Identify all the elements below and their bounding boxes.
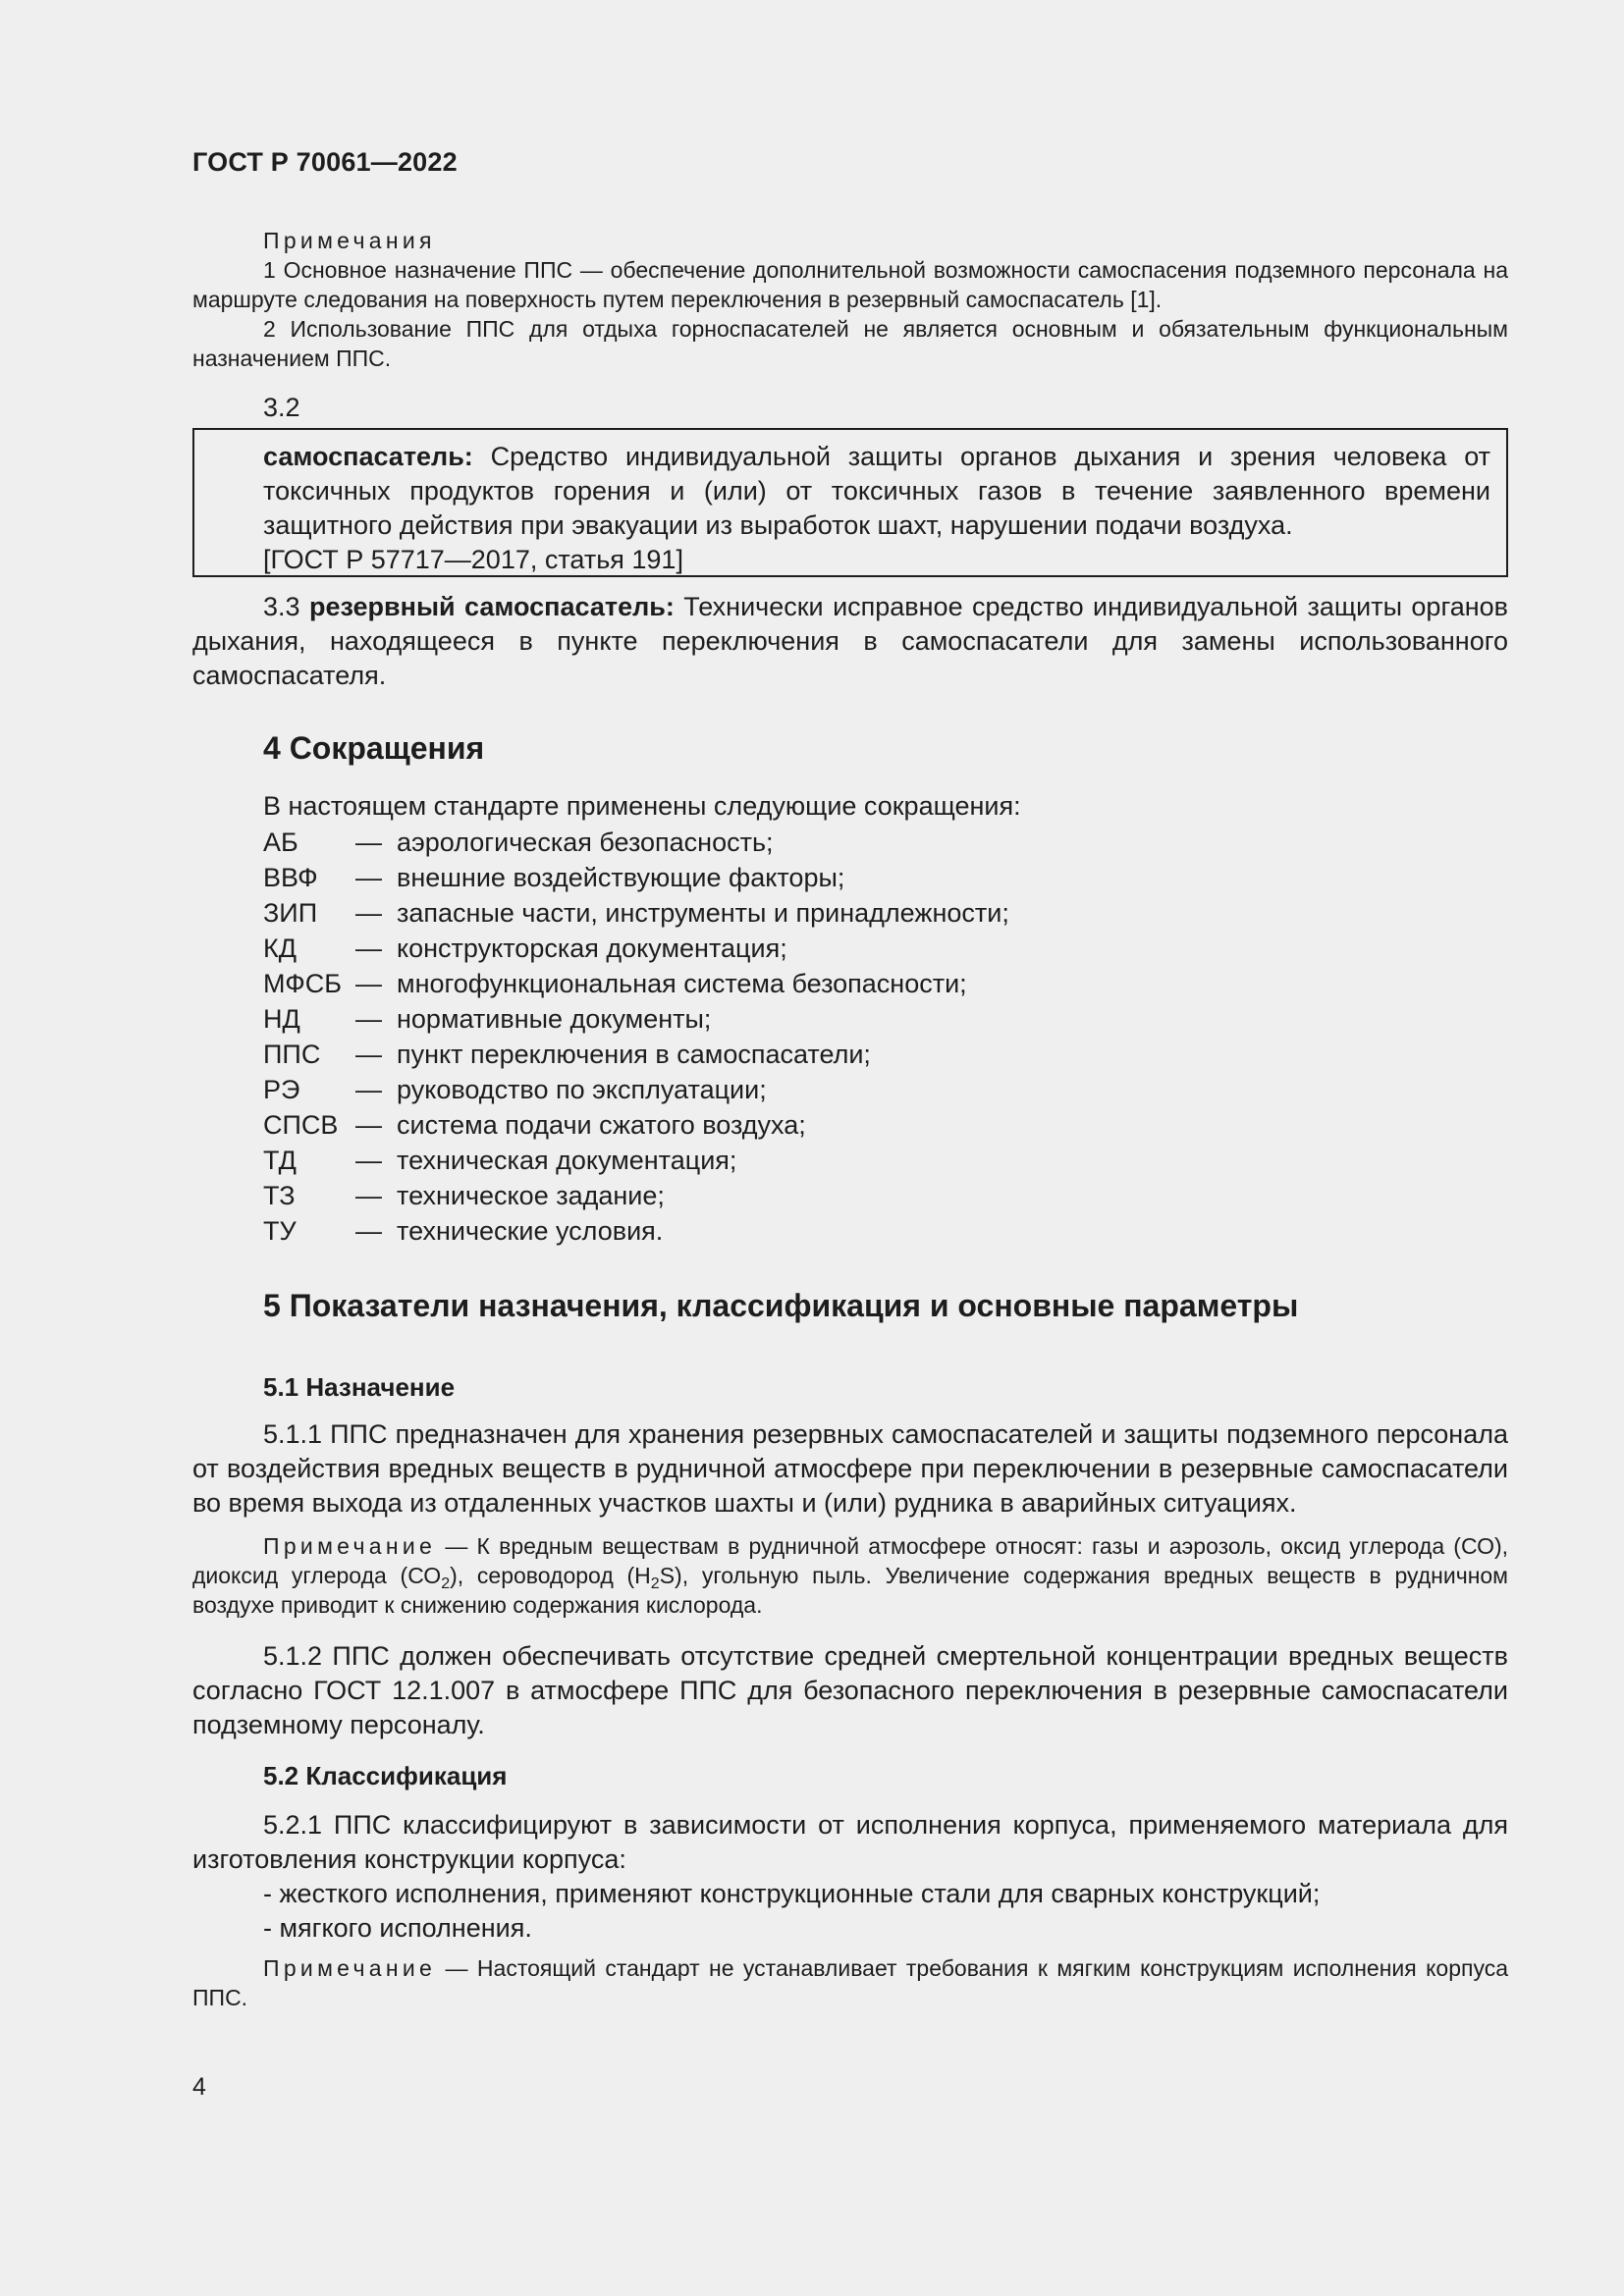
- definition-box: [192, 428, 1508, 577]
- abbr-code: СПСВ: [263, 1110, 339, 1140]
- list-item-rigid: - жесткого исполнения, применяют конструкционные стали для сварных конструкций;: [263, 1879, 1321, 1908]
- term-3-2-definition: Средство индивидуальной защиты органов дыхания и зрения человека от токсичных продуктов горения и (или) от токсичных газов в течение заявленного времени защитного действия при эвакуации из выработок шахт, нарушении подачи воздуха.: [263, 442, 1490, 540]
- note-label: Примечание: [263, 1955, 437, 1981]
- list-item: [263, 1072, 1009, 1107]
- abbr-dash: —: [355, 898, 382, 928]
- section-5-title: 5 Показатели назначения, классификация и основные параметры: [263, 1288, 1299, 1323]
- abbr-code: МФСБ: [263, 969, 342, 998]
- abbr-code: ЗИП: [263, 898, 318, 928]
- note-text-b: ), сероводород (Н: [450, 1563, 651, 1588]
- term-3-3-definition: Технически исправное средство индивидуальной защиты органов дыхания, находящееся в пункте переключения в самоспасатели для замены использованного самоспасателя.: [192, 592, 1508, 690]
- paragraph-5-1-2-text: 5.1.2 ППС должен обеспечивать отсутствие средней смертельной концентрации вредных веществ согласно ГОСТ 12.1.007 в атмосфере ППС для безопасного переключения в резервные самоспасатели подземному персоналу.: [192, 1641, 1508, 1739]
- abbr-code: ТЗ: [263, 1181, 296, 1210]
- notes-heading: Примечания: [263, 228, 436, 253]
- abbr-text: аэрологическая безопасность;: [397, 828, 774, 857]
- document-header: ГОСТ Р 70061—2022: [192, 147, 458, 177]
- abbr-dash: —: [355, 934, 382, 963]
- abbr-text: нормативные документы;: [397, 1004, 712, 1034]
- abbr-dash: —: [355, 1004, 382, 1034]
- list-item: [263, 825, 1009, 860]
- abbr-text: пункт переключения в самоспасатели;: [397, 1040, 871, 1069]
- term-3-2-term: самоспасатель:: [263, 442, 473, 471]
- note-1: 1 Основное назначение ППС — обеспечение дополнительной возможности самоспасения подземного персонала на маршруте следования на поверхность путем переключения в резервный самоспасатель [1].: [192, 257, 1508, 312]
- abbr-dash: —: [355, 1216, 382, 1246]
- note-5-1: [192, 1531, 1508, 1620]
- term-3-3-term: резервный самоспасатель:: [308, 592, 675, 621]
- paragraph-5-1-2: [192, 1639, 1508, 1742]
- section-4-title: 4 Сокращения: [263, 730, 485, 766]
- abbr-code: ТД: [263, 1146, 297, 1175]
- term-3-2-number: 3.2: [263, 393, 300, 422]
- abbr-text: техническая документация;: [397, 1146, 737, 1175]
- abbr-code: НД: [263, 1004, 300, 1034]
- abbr-text: система подачи сжатого воздуха;: [397, 1110, 806, 1140]
- abbr-text: технические условия.: [397, 1216, 664, 1246]
- abbr-text: руководство по эксплуатации;: [397, 1075, 767, 1104]
- abbr-text: многофункциональная система безопасности;: [397, 969, 967, 998]
- note-text-c: S), угольную пыль. Увеличение содержания вредных веществ в рудничном воздухе приводит к снижению содержания кислорода.: [192, 1563, 1508, 1618]
- term-3-3-number: 3.3: [263, 592, 309, 621]
- paragraph-5-2-1: [192, 1808, 1508, 1946]
- paragraph-5-2-1-text: 5.2.1 ППС классифицируют в зависимости от исполнения корпуса, применяемого материала для изготовления конструкции корпуса:: [192, 1810, 1508, 1874]
- list-item: [263, 966, 1009, 1001]
- list-item: [263, 1143, 1009, 1178]
- abbr-dash: —: [355, 1146, 382, 1175]
- term-3-2-source: [ГОСТ Р 57717—2017, статья 191]: [263, 545, 683, 574]
- abbr-dash: —: [355, 863, 382, 892]
- abbr-text: внешние воздействующие факторы;: [397, 863, 845, 892]
- abbr-code: КД: [263, 934, 298, 963]
- page-number: 4: [192, 2073, 206, 2101]
- note-separator: —: [436, 1533, 477, 1559]
- list-item: [263, 1037, 1009, 1072]
- abbr-text: запасные части, инструменты и принадлежности;: [397, 898, 1009, 928]
- note-5-2: [192, 1953, 1508, 2012]
- paragraph-5-1-1-text: 5.1.1 ППС предназначен для хранения резервных самоспасателей и защиты подземного персонала от воздействия вредных веществ в рудничной атмосфере при переключении в резервные самоспасатели во время выхода из отдаленных участков шахты и (или) рудника в аварийных ситуациях.: [192, 1419, 1508, 1518]
- note-2: 2 Использование ППС для отдыха горноспасателей не является основным и обязательным функциональным назначением ППС.: [192, 316, 1508, 371]
- abbr-dash: —: [355, 1181, 382, 1210]
- list-item: [263, 895, 1009, 931]
- abbr-code: ППС: [263, 1040, 321, 1069]
- abbr-dash: —: [355, 828, 382, 857]
- abbr-dash: —: [355, 1040, 382, 1069]
- abbr-text: техническое задание;: [397, 1181, 665, 1210]
- abbr-dash: —: [355, 969, 382, 998]
- note-text: Настоящий стандарт не устанавливает требования к мягким конструкциям исполнения корпуса ППС.: [192, 1955, 1508, 2010]
- list-item-soft: - мягкого исполнения.: [263, 1913, 532, 1943]
- note-separator: —: [436, 1955, 477, 1981]
- abbr-dash: —: [355, 1075, 382, 1104]
- subscript: 2: [441, 1575, 451, 1592]
- subscript: 2: [650, 1575, 660, 1592]
- list-item: [263, 1001, 1009, 1037]
- notes-block: [192, 226, 1508, 373]
- abbr-dash: —: [355, 1110, 382, 1140]
- note-label: Примечание: [263, 1533, 437, 1559]
- list-item: [263, 860, 1009, 895]
- section-5-1-title: 5.1 Назначение: [263, 1372, 456, 1402]
- abbr-code: ВВФ: [263, 863, 318, 892]
- abbr-text: конструкторская документация;: [397, 934, 787, 963]
- abbr-code: РЭ: [263, 1075, 300, 1104]
- abbr-code: ТУ: [263, 1216, 297, 1246]
- section-4-intro: В настоящем стандарте применены следующие сокращения:: [263, 791, 1021, 821]
- list-item: [263, 1213, 1009, 1249]
- term-3-3: [192, 590, 1508, 693]
- list-item: [263, 1178, 1009, 1213]
- definition-content: [263, 440, 1490, 577]
- section-5-2-title: 5.2 Классификация: [263, 1761, 508, 1790]
- list-item: [263, 1107, 1009, 1143]
- list-item: [263, 931, 1009, 966]
- abbreviations-list: [263, 825, 1009, 1249]
- paragraph-5-1-1: [192, 1417, 1508, 1521]
- note-text-a: К вредным веществам в рудничной атмосфере относят: газы и аэрозоль, оксид углерода (СО), диоксид углерода (СО: [192, 1533, 1509, 1588]
- abbr-code: АБ: [263, 828, 298, 857]
